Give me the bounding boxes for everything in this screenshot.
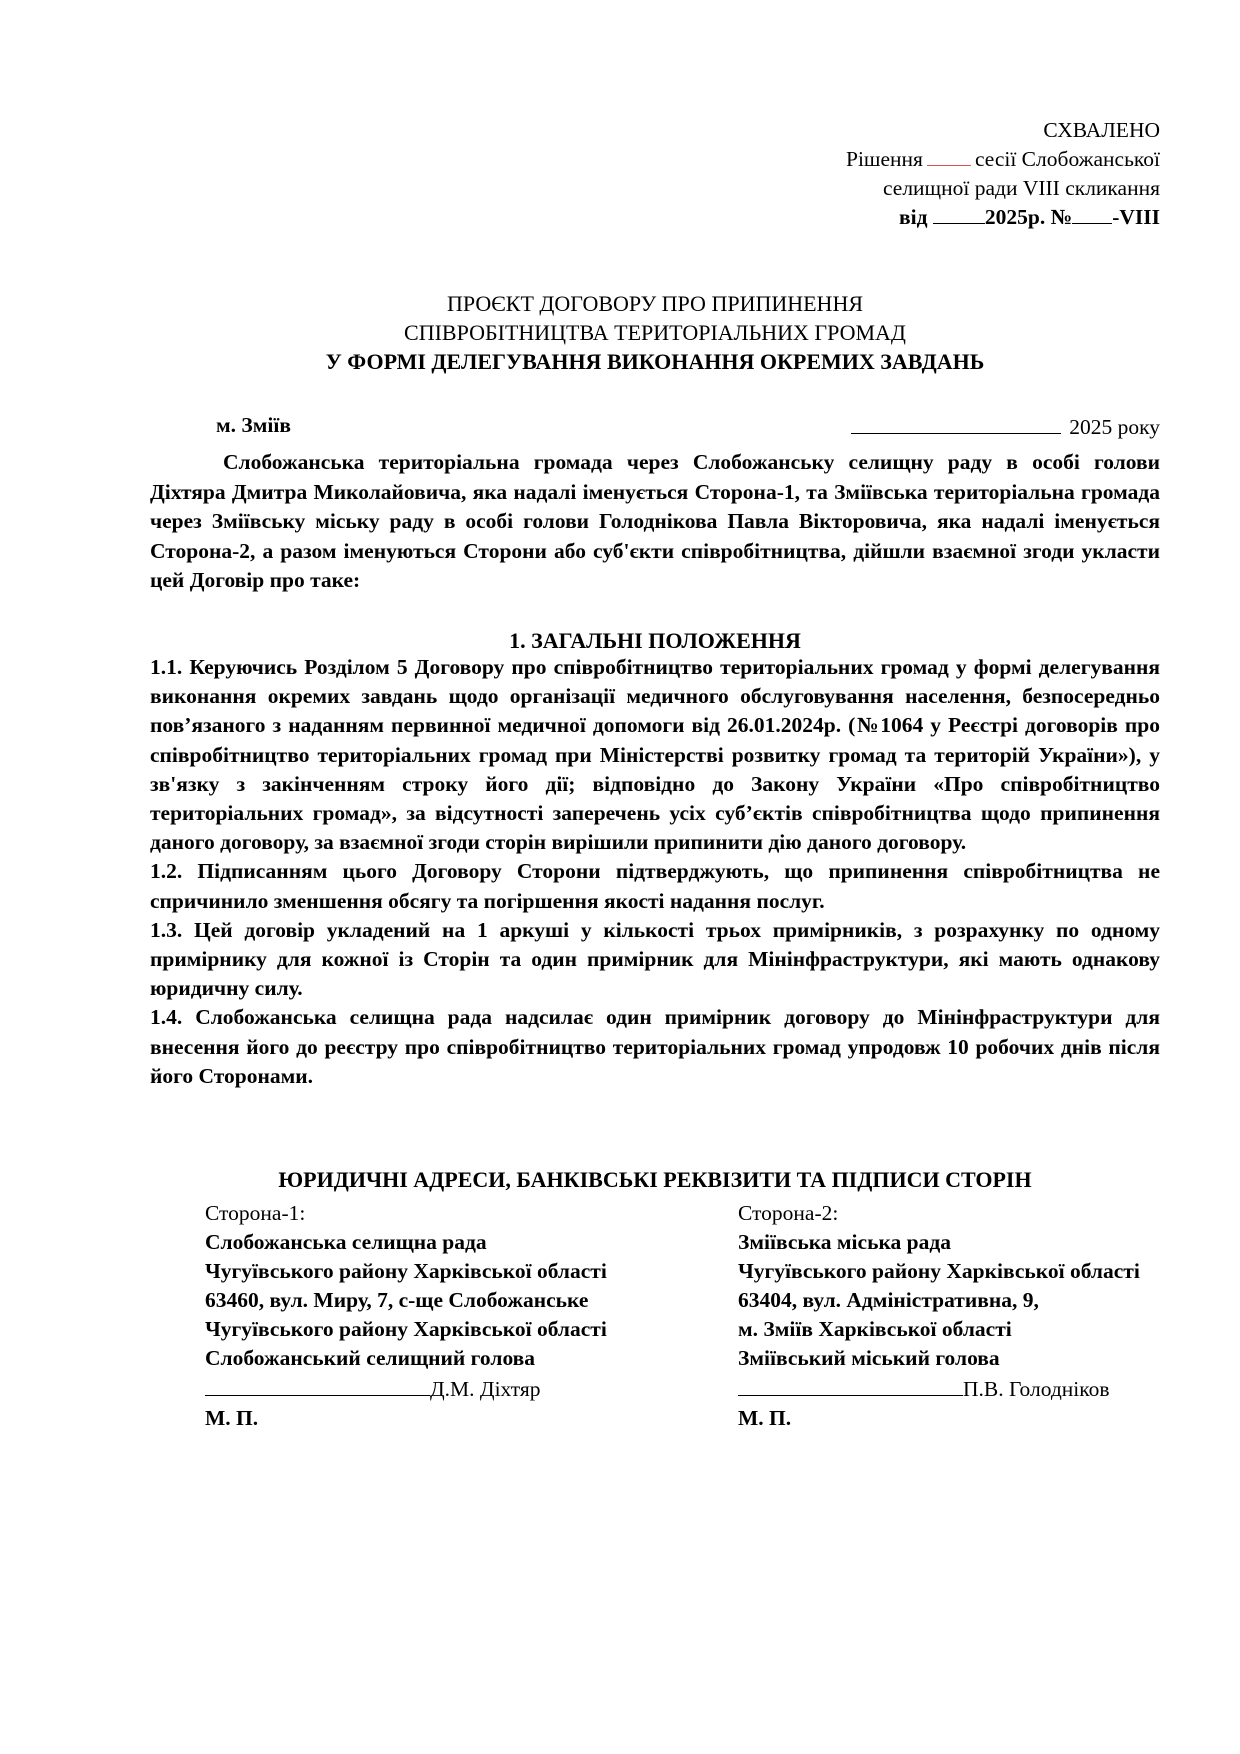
party-1-label: Сторона-1: <box>205 1201 306 1225</box>
approval-heading: СХВАЛЕНО <box>1043 118 1160 142</box>
party-1-line: 63460, вул. Миру, 7, с-ще Слобожанське <box>205 1288 589 1312</box>
signature-line <box>738 1373 963 1396</box>
party-1-line: Слобожанський селищний голова <box>205 1346 536 1370</box>
place: м. Зміїв <box>216 413 291 437</box>
place-date-line <box>150 413 1160 443</box>
approval-date-line: від 2025р. № -VIII <box>899 205 1160 229</box>
title-line-2: СПІВРОБІТНИЦТВА ТЕРИТОРІАЛЬНИХ ГРОМАД <box>404 320 906 345</box>
decision-date-blank <box>933 203 985 224</box>
clause-1-4: 1.4. Слобожанська селищна рада надсилає один примірник договору до Мінінфраструктури для внесення його до реєстру про співробітництво територіальних громад упродовж 10 робочих днів після його Сторонами. <box>150 1005 1160 1088</box>
party-2-line: 63404, вул. Адміністративна, 9, <box>738 1288 1039 1312</box>
section-1-heading: 1. ЗАГАЛЬНІ ПОЛОЖЕННЯ <box>509 628 801 653</box>
clause-1-3: 1.3. Цей договір укладений на 1 аркуші у кількості трьох примірників, з розрахунку по одному примірнику для кожної із Сторін та один примірник для Мінінфраструктури, які мають однакову юридичну силу. <box>150 917 1160 1001</box>
signature-line <box>205 1373 430 1396</box>
document-title <box>150 289 1160 376</box>
approval-decision-line: Рішення сесії Слобожанської <box>846 147 1160 171</box>
session-number-blank <box>927 145 971 166</box>
requisites-heading: ЮРИДИЧНІ АДРЕСИ, БАНКІВСЬКІ РЕКВІЗИТИ ТА ПІДПИСИ СТОРІН <box>278 1167 1032 1192</box>
party-2-line: Зміївський міський голова <box>738 1346 1000 1370</box>
clause-1-2: 1.2. Підписанням цього Договору Сторони підтверджують, що припинення співробітництва не спричинило зменшення обсягу та погіршення якості надання послуг. <box>150 859 1160 913</box>
party-1-line: Слобожанська селищна рада <box>205 1230 487 1254</box>
party-2-line: Зміївська міська рада <box>738 1230 951 1254</box>
approval-block <box>700 116 1160 232</box>
title-line-3: У ФОРМІ ДЕЛЕГУВАННЯ ВИКОНАННЯ ОКРЕМИХ ЗАВДАНЬ <box>325 349 985 374</box>
party-2-signature <box>738 1373 1208 1404</box>
party-2-block <box>738 1199 1208 1433</box>
title-line-1: ПРОЄКТ ДОГОВОРУ ПРО ПРИПИНЕННЯ <box>446 291 864 316</box>
preamble <box>150 448 1160 596</box>
approval-council-line: селищної ради VIII скликання <box>882 176 1160 200</box>
clause-1-1: 1.1. Керуючись Розділом 5 Договору про співробітництво територіальних громад у формі делегування виконання окремих завдань щодо організації медичного обслуговування населення, безпосередньо пов’язаного з наданням первинної медичної допомоги від 26.01.2024р. (№1064 у Реєстрі договорів про співробітництво територіальних громад при Міністерстві розвитку громад та територій України»), у зв'язку з закінченням строку його дії; відповідно до Закону України «Про співробітництво територіальних громад», за відсутності заперечень усіх суб’єктів співробітництва щодо припинення даного договору, за взаємної згоди сторін вирішили припинити дію даного договору. <box>150 655 1160 855</box>
party-1-line: Чугуївського району Харківської області <box>205 1259 607 1283</box>
party-2-label: Сторона-2: <box>738 1201 839 1225</box>
party-2-line: Чугуївського району Харківської області <box>738 1259 1140 1283</box>
party-2-stamp: М. П. <box>738 1406 792 1430</box>
party-2-signer: П.В. Голодніков <box>963 1377 1110 1401</box>
contract-date: 2025 року <box>851 413 1160 440</box>
party-1-stamp: М. П. <box>205 1406 259 1430</box>
preamble-text: Слобожанська територіальна громада через Слобожанську селищну раду в особі голови Діхтяра Дмитра Миколайовича, яка надалі іменується Сторона-1, та Зміївська територіальна громада через Зміївську міську раду в особі голови Голоднікова Павла Вікторовича, яка надалі іменується Сторона-2, а разом іменуються Сторони або суб'єкти співробітництва, дійшли взаємної згоди укласти цей Договір про таке: <box>150 450 1160 592</box>
party-1-signature <box>205 1373 675 1404</box>
party-2-line: м. Зміїв Харківської області <box>738 1317 1012 1341</box>
party-1-signer: Д.М. Діхтяр <box>430 1377 541 1401</box>
party-1-line: Чугуївського району Харківської області <box>205 1317 607 1341</box>
decision-number-blank <box>1072 203 1112 224</box>
section-1-clauses <box>150 653 1160 1091</box>
contract-date-blank <box>851 413 1061 434</box>
party-1-block <box>205 1199 675 1433</box>
